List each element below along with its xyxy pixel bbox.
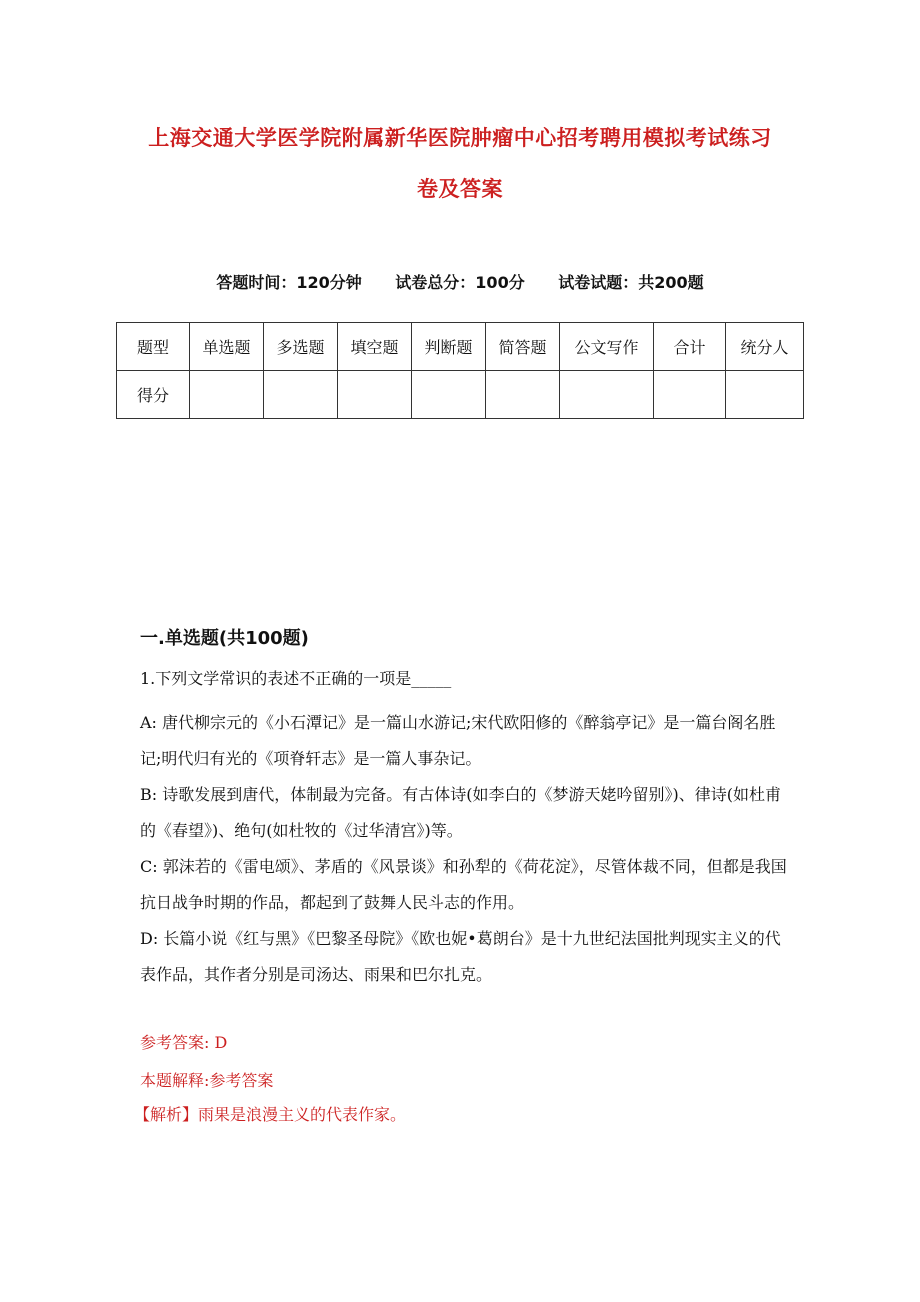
reference-answer: 参考答案: D [140,1033,228,1052]
score-table-header-row [117,323,804,371]
score-cell [654,371,726,419]
analysis-text: 【解析】雨果是浪漫主义的代表作家。 [134,1105,407,1124]
score-header-cell: 判断题 [412,323,486,371]
score-header-cell: 统分人 [726,323,804,371]
explanation-label: 本题解释:参考答案 [140,1071,274,1090]
option-a: A: 唐代柳宗元的《小石潭记》是一篇山水游记;宋代欧阳修的《醉翁亭记》是一篇台阁名胜记;明代归有光的《项脊轩志》是一篇人事杂记。 [140,713,776,768]
score-header-cell: 简答题 [486,323,560,371]
score-row-label: 得分 [117,371,190,419]
question-stem: 1.下列文学常识的表述不正确的一项是_____ [140,669,452,688]
exam-total-score: 试卷总分：100分 [395,273,525,292]
score-cell [264,371,338,419]
score-table [116,322,804,419]
score-header-cell: 多选题 [264,323,338,371]
exam-time: 答题时间：120分钟 [216,273,362,292]
score-cell [486,371,560,419]
document-title-line-1: 上海交通大学医学院附属新华医院肿瘤中心招考聘用模拟考试练习 [148,126,772,150]
score-cell [412,371,486,419]
exam-question-count: 试卷试题：共200题 [558,273,704,292]
score-header-cell: 题型 [117,323,190,371]
section-heading: 一.单选题(共100题) [140,628,309,649]
score-header-cell: 公文写作 [560,323,654,371]
option-b: B: 诗歌发展到唐代，体制最为完备。有古体诗(如李白的《梦游天姥吟留别》)、律诗(如杜甫的《春望》)、绝句(如杜牧的《过华清宫》)等。 [140,785,781,840]
score-header-cell: 单选题 [190,323,264,371]
option-d: D: 长篇小说《红与黑》《巴黎圣母院》《欧也妮•葛朗台》是十九世纪法国批判现实主义的代表作品，其作者分别是司汤达、雨果和巴尔扎克。 [140,929,781,984]
score-cell [560,371,654,419]
exam-meta [0,270,920,293]
score-header-cell: 合计 [654,323,726,371]
option-c: C: 郭沫若的《雷电颂》、茅盾的《风景谈》和孙犁的《荷花淀》，尽管体裁不同，但都是我国抗日战争时期的作品，都起到了鼓舞人民斗志的作用。 [140,857,787,912]
score-header-cell: 填空题 [338,323,412,371]
score-cell [338,371,412,419]
document-title-line-2: 卷及答案 [417,177,503,201]
score-cell [726,371,804,419]
score-table-score-row [117,371,804,419]
score-cell [190,371,264,419]
